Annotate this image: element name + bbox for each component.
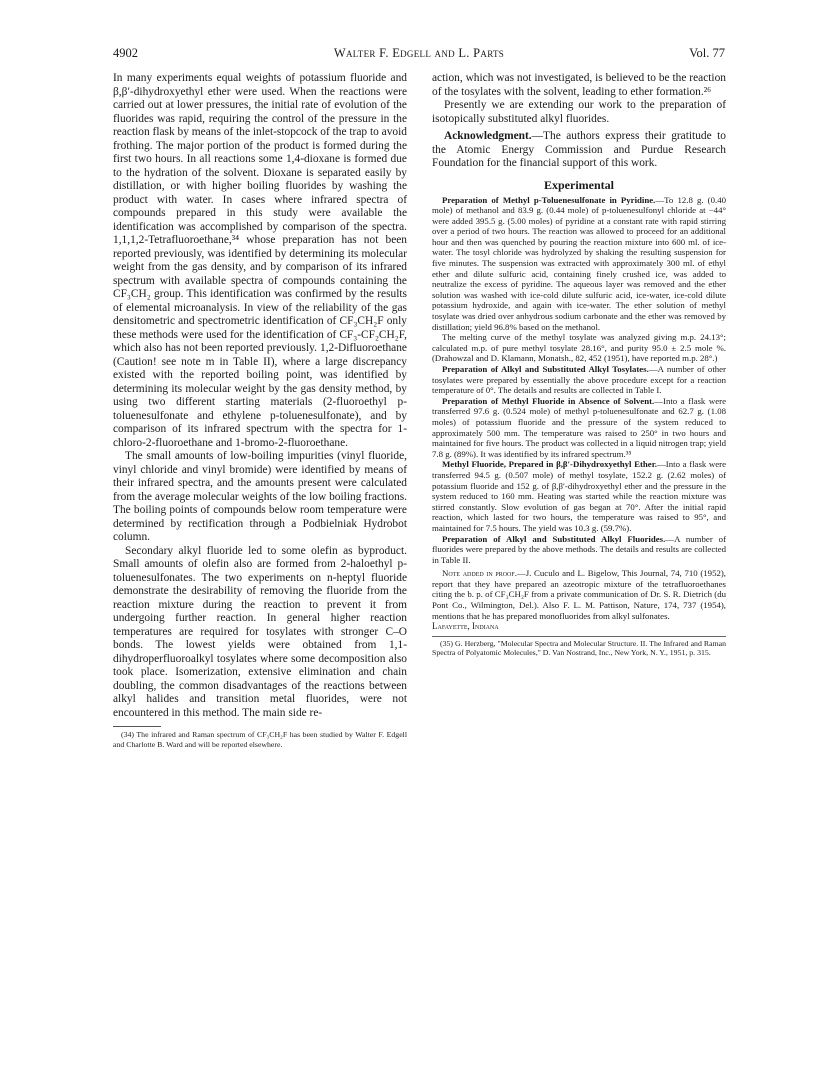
acknowledgment-text: —The authors express their gratitude to the Atomic Energy Commission and Purdue Research Foundation for the financial support of this work.	[432, 130, 726, 169]
footnote-text: (35) G. Herzberg, "Molecular Spectra and Molecular Structure. II. The Infrared and Raman Spectra of Polyatomic Molecules," D. Van Nostrand, Inc., New York, N. Y., 1951, p. 315.	[432, 638, 726, 658]
left-column	[113, 72, 407, 749]
footnote-text: (34) The infrared and Raman spectrum of CF₃CH₂F has been studied by Walter F. Edgell and Charlotte B. Ward and will be reported elsewhere.	[113, 730, 407, 749]
right-body	[432, 72, 726, 171]
experimental-section	[432, 364, 726, 396]
experimental-section	[432, 195, 726, 333]
section-heading: Methyl Fluoride, Prepared in β,β′-Dihydroxyethyl Ether.	[442, 459, 657, 470]
note-added-in-proof	[432, 568, 726, 621]
paragraph: The small amounts of low-boiling impurities (vinyl fluoride, vinyl chloride and vinyl bromide) were identified by means of their infrared spectra, and the amounts present were calculated from the average molecular weights of the low boiling fractions. The boiling points of compounds below room temperature were determined by rectification through a Podbielniak Hydrobot column.	[113, 450, 407, 543]
page-number: 4902	[113, 46, 138, 60]
note-text: —J. Cuculo and L. Bigelow, This Journal, 74, 710 (1952), report that they have prepared an azeotropic mixture of the tetrafluoroethanes citing the b. p. of CF₃CH₂F from a private communication of Dr. S. R. Dietrich (du Pont Co., Wilmington, Del.). Also F. L. M. Pattison, Nature, 174, 737 (1954), mentions that he has prepared monofluorides from alkyl sulfonates.	[432, 568, 726, 621]
paragraph: action, which was not investigated, is believed to be the reaction of the tosylates with the solvent, leading to ether formation.²⁶	[432, 72, 726, 98]
paragraph: Presently we are extending our work to the preparation of isotopically substituted alkyl fluorides.	[432, 99, 726, 125]
section-heading: Preparation of Methyl p-Toluenesulfonate in Pyridine.	[442, 194, 656, 205]
experimental-section	[432, 396, 726, 460]
experimental-body	[432, 195, 726, 632]
note-heading: Note added in proof.	[442, 568, 517, 579]
section-heading: Preparation of Alkyl and Substituted Alkyl Tosylates.	[442, 364, 649, 374]
section-text: —Into a flask were transferred 97.6 g. (0.524 mole) of methyl p-toluenesulfonate and 62.7 g. (1.08 moles) of potassium fluoride and the pressure of the system reduced to approximately 500 mm. The temperature was raised to 250° in two hours and maintained for five hours. The product was collected in a liquid nitrogen trap; yield 7.8 g. (89%). It was identified by its infrared spectrum.³⁵	[432, 395, 726, 459]
affiliation-place: Lafayette, Indiana	[432, 621, 499, 632]
footnote-35	[432, 639, 726, 658]
acknowledgment-heading: Acknowledgment.	[444, 130, 532, 142]
left-body	[113, 72, 407, 720]
paragraph: Secondary alkyl fluoride led to some olefin as byproduct. Small amounts of olefin also are formed from 2-haloethyl p-toluenesulfonates. The two experiments on n-heptyl fluoride demonstrate the desirability of removing the fluoride from the reaction mixture during the reaction to prevent it from undergoing further reaction. In general higher reaction temperatures are required for tosylates with stronger C–O bonds. The lowest yields were obtained from 1,1-dihydroperfluoroalkyl tosylates where some decomposition also took place. Isomerization, extensive elimination and chain doubling, the common disadvantages of the reactions between alkyl halides and transition metal fluorides, were not encountered in this method. The main side re-	[113, 544, 407, 719]
section-heading: Preparation of Alkyl and Substituted Alkyl Fluorides.	[442, 533, 666, 544]
section-text: —To 12.8 g. (0.40 mole) of methanol and 83.9 g. (0.44 mole) of p-toluenesulfonyl chloride at −44° were added 395.5 g. (5.00 moles) of pyridine at a constant rate with rapid stirring over a period of two hours. The reaction was allowed to proceed for an additional hour and then was quenched by pouring the reaction mixture into 600 ml. of ice-water. The tosyl chloride was hydrolyzed by shaking the resulting suspension for five minutes. The suspension was extracted with approximately 300 ml. of ethyl ether and dilute sulfuric acid, containing finely crushed ice, was added to neutralize the excess of pyridine. The aqueous layer was removed and the ether solution was washed with ice-cold dilute sulfuric acid, ice-water, ice-cold dilute potassium hydroxide, and again with ice-water. The ether solution of methyl tosylate was dried over anhydrous sodium carbonate and the ether was removed by distillation; yield 96.8% based on the methanol.	[432, 194, 726, 332]
experimental-section	[432, 459, 726, 533]
section-heading: Preparation of Methyl Fluoride in Absence of Solvent.	[442, 395, 655, 406]
section-text: —Into a flask were transferred 94.5 g. (0.507 mole) of methyl tosylate, 152.2 g. (2.62 moles) of potassium fluoride and 152 g. of β,β′-dihydroxyethyl ether and the pressure in the system reduced to 160 mm. Heating was started while the reaction mixture was stirred constantly. Slow evolution of gas began at 70°. After the initial rapid reaction, which lasted for two hours, the temperature was raised to 95°, and maintained for 7.5 hours. The yield was 10.3 g. (59.7%).	[432, 459, 726, 533]
paragraph: In many experiments equal weights of potassium fluoride and β,β′-dihydroxyethyl ether were used. When the reactions were carried out at lower pressures, the initial rate of evolution of the fluorides was rapid, requiring the control of the pressure in the reaction flask by means of the inlet-stopcock of the trap to avoid frothing. The major portion of the product is formed during the first two hours. In all reactions some 1,4-dioxane is formed due to the hydration of the solvent. Dioxane is separated easily by distillation, or with higher boiling fluorides by washing the product with water. In cases where infrared spectra of compounds prepared in this study were available the identification was accomplished by comparison of the spectra. 1,1,1,2-Tetrafluoroethane,³⁴ whose preparation has not been reported previously, was identified by determining its molecular weight from the gas density, and by comparison of its infrared spectrum with available spectra of compounds containing the CF₃CH₂ group. This identification was confirmed by the results of elemental microanalysis. In view of the reliability of the gas densitometric and spectrometric identification of CF₃CH₂F only these methods were used for the identification of CF₃-CF₂CH₂F, which also has not been reported previously. 1,2-Difluoroethane (Caution! see note m in Table II), where a large discrepancy existed with the reported boiling point, was identified by determining its molecular weight by the gas density method, by using two different starting materials (2-fluoroethyl p-toluenesulfonate and ethylene p-toluenesulfonate), and by comparison of its infrared spectrum with the spectra for 1-chloro-2-fluoroethane and 1-bromo-2-fluoroethane.	[113, 72, 407, 449]
acknowledgment	[432, 130, 726, 171]
section-title-experimental: Experimental	[544, 177, 614, 192]
right-column	[432, 72, 726, 658]
footnote-rule	[113, 726, 161, 727]
experimental-paragraph: The melting curve of the methyl tosylate was analyzed giving m.p. 24.13°; calculated m.p. of pure methyl tosylate 28.16°, and purity 95.0 ± 2.5 mole %. (Drahowzal and D. Klamann, Monatsh., 82, 452 (1951), have reported m.p. 28°.)	[432, 332, 726, 364]
experimental-section	[432, 534, 726, 566]
volume-label: Vol. 77	[689, 46, 725, 60]
footnote-34	[113, 730, 407, 749]
section-text: —A number of fluorides were prepared by the above methods. The details and results are collected in Table II.	[432, 533, 726, 565]
page-header	[113, 46, 725, 64]
footnote-rule	[432, 636, 726, 637]
running-title: Walter F. Edgell and L. Parts	[333, 46, 505, 60]
section-text: —A number of other tosylates were prepared by essentially the above procedure except for a reaction temperature of 0°. The details and results are collected in Table I.	[432, 364, 726, 396]
